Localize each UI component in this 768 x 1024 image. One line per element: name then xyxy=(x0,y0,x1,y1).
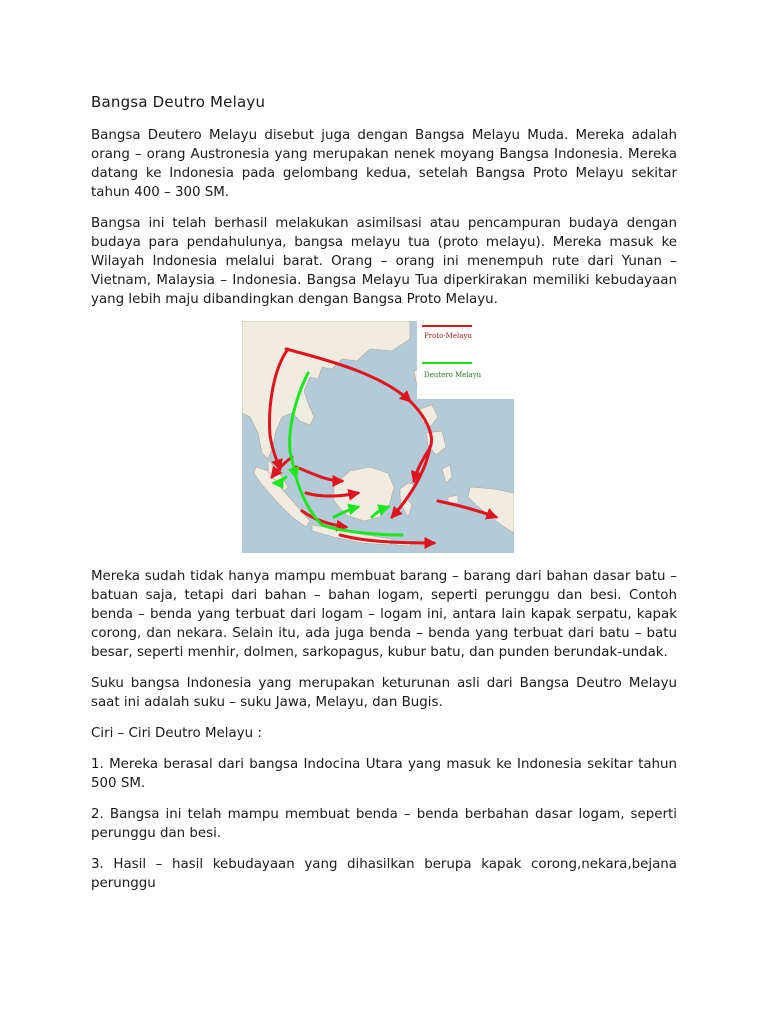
document-body xyxy=(91,92,677,905)
paragraph-materials: Mereka sudah tidak hanya mampu membuat barang – barang dari bahan dasar batu – batuan saja, tetapi dari bahan – bahan logam, seperti perunggu dan besi. Contoh benda – benda yang terbuat dari logam – logam ini, antara lain kapak serpatu, kapak corong, dan nekara. Selain itu, ada juga benda – benda yang terbuat dari batu – batu besar, seperti menhir, dolmen, sarkopagus, kubur batu, dan punden berundak-undak. xyxy=(91,569,677,660)
migration-map-figure xyxy=(242,321,514,553)
legend-proto-label: Proto-Melayu xyxy=(424,332,472,340)
document-title: Bangsa Deutro Melayu xyxy=(91,93,266,111)
migration-map xyxy=(242,321,514,553)
characteristic-1: 1. Mereka berasal dari bangsa Indocina Utara yang masuk ke Indonesia sekitar tahun 500 SM. xyxy=(91,757,677,791)
paragraph-descendants: Suku bangsa Indonesia yang merupakan keturunan asli dari Bangsa Deutro Melayu saat ini adalah suku – suku Jawa, Melayu, dan Bugis. xyxy=(91,676,677,710)
characteristic-2: 2. Bangsa ini telah mampu membuat benda – benda berbahan dasar logam, seperti perunggu dan besi. xyxy=(91,807,677,841)
paragraph-assimilation: Bangsa ini telah berhasil melakukan asimilsasi atau pencampuran budaya dengan budaya para pendahulunya, bangsa melayu tua (proto melayu). Mereka masuk ke Wilayah Indonesia melalui barat. Orang – orang ini menempuh rute dari Yunan – Vietnam, Malaysia – Indonesia. Bangsa Melayu Tua diperkirakan memiliki kebudayaan yang lebih maju dibandingkan dengan Bangsa Proto Melayu. xyxy=(91,216,677,307)
characteristics-heading: Ciri – Ciri Deutro Melayu : xyxy=(91,726,262,741)
legend-deutero-label: Deutero Melayu xyxy=(424,371,482,379)
paragraph-intro: Bangsa Deutero Melayu disebut juga dengan Bangsa Melayu Muda. Mereka adalah orang – orang Austronesia yang merupakan nenek moyang Bangsa Indonesia. Mereka datang ke Indonesia pada gelombang kedua, setelah Bangsa Proto Melayu sekitar tahun 400 – 300 SM. xyxy=(91,128,677,200)
characteristic-3: 3. Hasil – hasil kebudayaan yang dihasilkan berupa kapak corong,nekara,bejana perunggu xyxy=(91,857,677,891)
